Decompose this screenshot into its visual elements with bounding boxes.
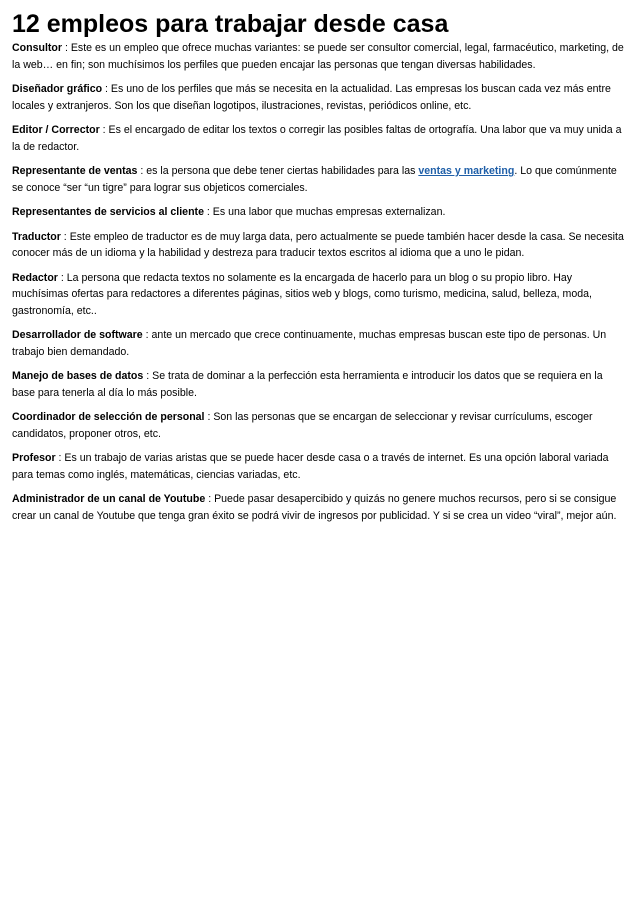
entry-text: : Es uno de los perfiles que más se necesita en la actualidad. Las empresas los buscan cada vez más entre locales y extranjeros. Son los que diseñan logotipos, ilustraciones, revistas, periódicos online, etc. <box>12 83 611 112</box>
entry-representante-de-ventas <box>12 163 624 196</box>
page-title: 12 empleos para trabajar desde casa <box>12 10 449 38</box>
entry-text: : Es un trabajo de varias aristas que se puede hacer desde casa o a través de internet. Es una opción laboral variada para temas como inglés, matemáticas, ciencias variadas, etc. <box>12 452 609 481</box>
entry-text: : Puede pasar desapercibido y quizás no genere muchos recursos, pero si se consigue crear un canal de Youtube que tenga gran éxito se podrá vivir de ingresos por publicidad. Y si se crea un video “viral”, mejor aún. <box>12 493 617 522</box>
entry-administrador-youtube <box>12 491 624 524</box>
entry-term: Traductor <box>12 230 61 243</box>
entry-text: . Lo que comúnmente se conoce “ser “un tigre” para lograr sus objeticos comerciales. <box>12 165 617 194</box>
entry-text: : La persona que redacta textos no solamente es la encargada de hacerlo para un blog o su propio libro. Hay muchísimas ofertas para redactores a diferentes páginas, sitios web y blogs, como turismo, medicina, salud, belleza, moda, gastronomía, etc.. <box>12 271 592 317</box>
entry-traductor <box>12 229 624 262</box>
entry-term: Editor / Corrector <box>12 124 100 136</box>
entry-profesor <box>12 450 624 483</box>
entry-redactor <box>12 270 624 320</box>
entry-editor-corrector <box>12 122 624 155</box>
entry-text: : Es el encargado de editar los textos o corregir las posibles faltas de ortografía. Una labor que va muy unida a la de redactor. <box>12 124 622 153</box>
entry-term: Desarrollador de software <box>12 329 143 341</box>
document-page <box>12 10 624 532</box>
entry-term: Redactor <box>12 271 58 284</box>
entry-term: Diseñador gráfico <box>12 83 103 95</box>
entry-desarrollador-de-software <box>12 327 624 360</box>
entry-text: : ante un mercado que crece continuamente, muchas empresas buscan este tipo de personas. Un trabajo bien demandado. <box>12 329 607 358</box>
entry-manejo-bases-de-datos <box>12 368 624 401</box>
entry-disenador-grafico <box>12 81 624 114</box>
entry-servicios-al-cliente <box>12 204 624 221</box>
entry-text: : Se trata de dominar a la perfección esta herramienta e introducir los datos que se requiera en la base para tenerla al día lo más posible. <box>12 370 603 399</box>
entry-term: Administrador de un canal de Youtube <box>12 493 206 505</box>
entry-term: Consultor <box>12 42 63 54</box>
entry-text: : Este es un empleo que ofrece muchas variantes: se puede ser consultor comercial, legal, farmacéutico, marketing, de la web… en fin; son muchísimos los perfiles que pueden encajar las personas que tengan diversas habilidades. <box>12 42 624 71</box>
ventas-marketing-link[interactable]: ventas y marketing <box>418 165 515 177</box>
entry-text: : es la persona que debe tener ciertas habilidades para las <box>137 165 419 177</box>
entry-term: Profesor <box>12 452 56 464</box>
entry-consultor <box>12 40 624 73</box>
entry-text: : Es una labor que muchas empresas externalizan. <box>203 206 446 218</box>
entry-term: Representante de ventas <box>12 165 138 177</box>
entry-text: : Este empleo de traductor es de muy larga data, pero actualmente se puede también hacer desde la casa. Se necesita conocer más de un idioma y la habilidad y destreza para traducir textos escritos al idioma que a uno le pidan. <box>12 230 624 259</box>
entry-term: Manejo de bases de datos <box>12 370 144 382</box>
entry-term: Coordinador de selección de personal <box>12 411 205 423</box>
entry-term: Representantes de servicios al cliente <box>12 206 204 218</box>
entry-coordinador-seleccion <box>12 409 624 442</box>
entry-text: : Son las personas que se encargan de seleccionar y revisar currículums, escoger candidatos, proponer otros, etc. <box>12 411 593 440</box>
